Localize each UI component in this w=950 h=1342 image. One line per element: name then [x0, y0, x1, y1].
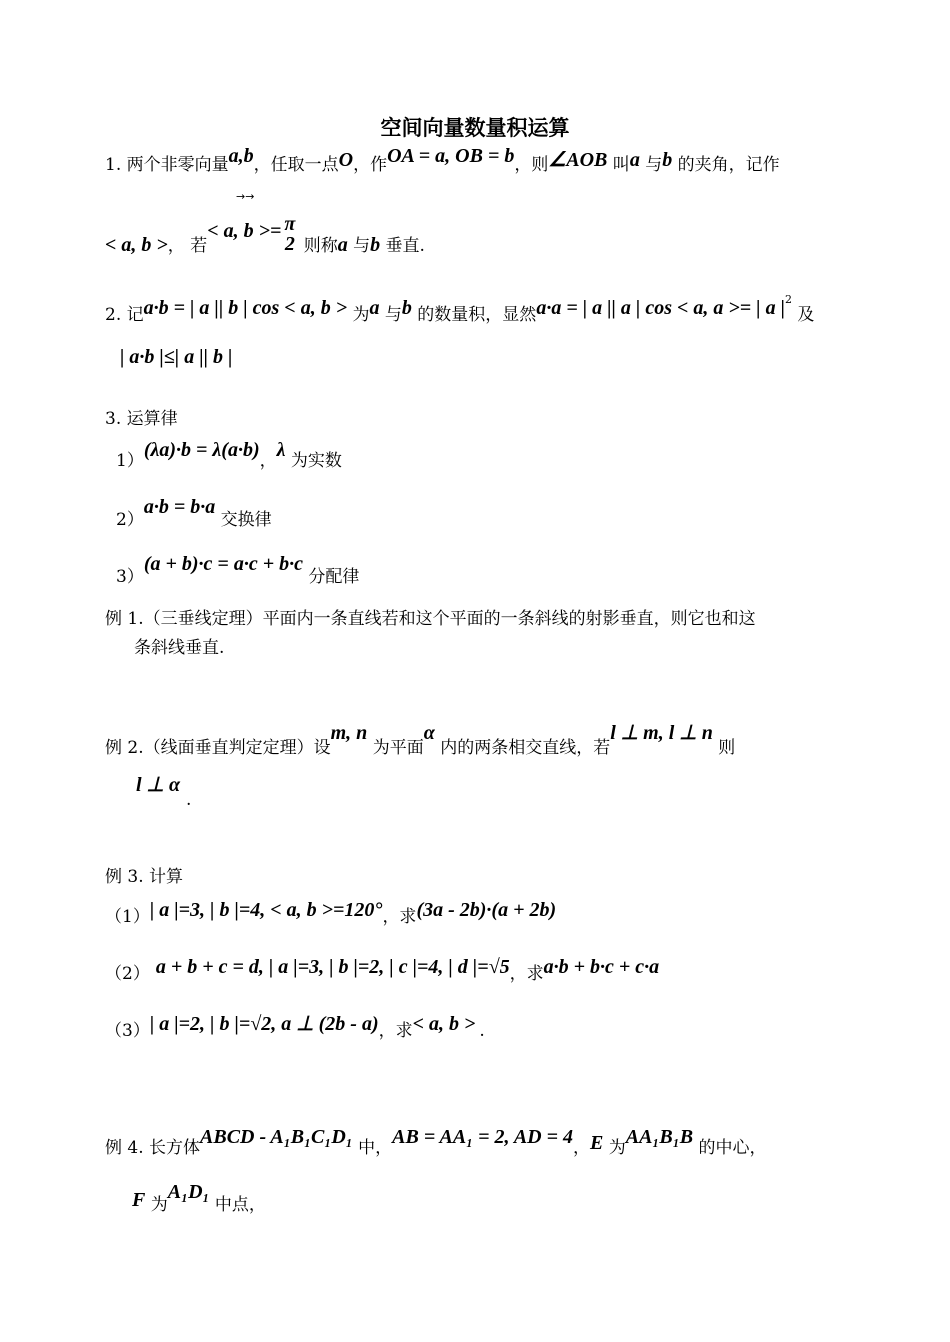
p2-square-exponent: 2 [784, 293, 792, 307]
p1-math-a: a [629, 149, 640, 171]
p1-math-oa-ob: OA = a, OB = b [387, 145, 515, 167]
fraction-numerator: π [284, 213, 296, 235]
paragraph-1-line-2 [105, 208, 950, 256]
example-3-head [105, 862, 950, 887]
p2-math-a: a [369, 297, 380, 319]
pi-over-2-fraction [284, 214, 295, 254]
p1-text-2: ，任取一点 [253, 155, 339, 175]
example-2-line-1 [105, 722, 950, 759]
rule-1-lambda: λ [276, 439, 286, 461]
example-1-line-2 [134, 633, 950, 658]
rule-3-number: 3） [116, 567, 144, 587]
ex2-text-1: 例 2.（线面垂直判定定理）设 [105, 738, 331, 758]
q3-period: . [479, 1021, 485, 1041]
paragraph-2-line-1 [105, 293, 950, 326]
page-title: 空间向量数量积运算 [380, 116, 570, 140]
ex4-text-2: 中， [352, 1138, 393, 1158]
example-3-q3 [105, 1010, 950, 1041]
rule-2-math: a·b = b·a [143, 496, 216, 518]
p2-text-1: 记 [126, 305, 144, 325]
ex2-text-3: 内的两条相交直线，若 [434, 738, 611, 758]
ex2-math-l-perp-alpha: l ⊥ α [136, 774, 181, 796]
ex2-text-2: 为平面 [367, 738, 424, 758]
rule-1 [116, 439, 950, 471]
p2-math-dot-product: a·b = | a || b | cos < a, b > [143, 297, 348, 319]
ex2-math-perp: l ⊥ m, l ⊥ n [610, 722, 713, 744]
q3-text: ，求 [378, 1021, 413, 1041]
p3-heading: 3. 运算律 [105, 409, 178, 429]
example-4-line-2 [132, 1181, 950, 1216]
q2-number: （2） [105, 964, 150, 984]
q3-math-find: < a, b > [412, 1013, 476, 1035]
p2-text-3: 与 [379, 305, 402, 325]
p1-l2-math-b: b [370, 233, 381, 256]
paragraph-1-line-1 [105, 145, 950, 176]
p1-l2-text-3: 与 [347, 235, 371, 256]
ex1-text-2: 条斜线垂直. [134, 638, 225, 658]
q2-text: ，求 [509, 964, 544, 984]
rule-1-math: (λa)·b = λ(a·b) [143, 439, 260, 461]
p1-math-o: O [338, 149, 354, 171]
p2-text-4: 的数量积，显然 [411, 305, 537, 325]
p1-l2-math-a: a [337, 233, 348, 256]
ex4-math-face: AA₁B₁B [625, 1126, 694, 1148]
rule-1-text: 为实数 [285, 451, 342, 471]
q2-math-find: a·b + b·c + c·a [543, 956, 660, 978]
example-2-line-2 [136, 772, 950, 810]
q1-math-find: (3a - 2b)·(a + 2b) [416, 899, 557, 921]
ex4-l2-text-1: 为 [145, 1195, 168, 1215]
paragraph-3-head [105, 404, 950, 429]
p2-text-5: 及 [791, 305, 815, 325]
p1-math-angle: ∠AOB [548, 149, 608, 171]
example-4-line-1 [105, 1126, 950, 1159]
p2-math-aa: a·a = | a || a | cos < a, a >= | a | [536, 297, 785, 319]
p1-l2-text-4: 垂直. [380, 235, 425, 256]
ex4-text-1: 例 4. 长方体 [105, 1138, 201, 1158]
ex3-heading: 例 3. 计算 [105, 867, 184, 887]
q1-math-given: | a |=3, | b |=4, < a, b >=120° [149, 899, 383, 921]
p1-number: 1. [105, 155, 127, 175]
p2-number: 2. [105, 305, 127, 325]
example-3-q2 [105, 953, 950, 984]
p1-math-ab: a,b [228, 145, 254, 167]
rule-2-number: 2） [116, 510, 144, 530]
ex4-text-5: 的中心， [693, 1138, 767, 1158]
ex2-period: . [186, 790, 192, 810]
p1-text-1: 两个非零向量 [126, 155, 229, 175]
ex4-math-lengths: AB = AA₁ = 2, AD = 4 [392, 1126, 573, 1148]
ex4-math-e: E [590, 1132, 604, 1154]
ex4-math-cuboid: ABCD - A₁B₁C₁D₁ [200, 1126, 353, 1148]
p1-text-3: ，作 [353, 155, 388, 175]
paragraph-2-line-2 [120, 346, 950, 369]
example-1-line-1 [105, 604, 950, 629]
p1-text-6: 与 [639, 155, 663, 175]
q1-number: （1） [105, 907, 150, 927]
p1-text-7: 的夹角，记作 [672, 155, 780, 175]
p1-math-b: b [662, 149, 673, 171]
ex4-l2-text-2: 中点， [209, 1195, 266, 1215]
vector-arrows: →→ [236, 190, 255, 203]
p2-math-b: b [401, 297, 412, 319]
p1-l2-text-1: ， 若 [167, 235, 208, 256]
q3-number: （3） [105, 1021, 150, 1041]
ex4-math-a1d1: A₁D₁ [167, 1181, 210, 1203]
p2-text-2: 为 [347, 305, 370, 325]
q1-text: ，求 [382, 907, 417, 927]
ex4-text-4: 为 [603, 1138, 626, 1158]
rule-1-number: 1） [116, 451, 144, 471]
rule-3-math: (a + b)·c = a·c + b·c [143, 553, 303, 575]
p2-math-cauchy-schwarz: | a·b |≤| a || b | [120, 346, 233, 368]
rule-1-comma: ， [259, 451, 277, 471]
p1-math-angle-eq: < a, b >= [207, 219, 282, 242]
q2-math-given: a + b + c = d, | a |=3, | b |=2, | c |=4, | d |=√5 [155, 956, 510, 978]
fraction-denominator: 2 [284, 233, 295, 255]
p1-text-5: 叫 [607, 155, 630, 175]
rule-3 [116, 553, 950, 587]
q3-math-given: | a |=2, | b |=√2, a ⊥ (2b - a) [149, 1013, 379, 1035]
ex4-text-3: ， [573, 1138, 590, 1158]
example-3-q1 [105, 896, 950, 927]
rule-2 [116, 496, 950, 530]
rule-2-text: 交换律 [215, 510, 272, 530]
rule-3-text: 分配律 [302, 567, 360, 587]
ex4-math-f: F [132, 1189, 146, 1211]
ex1-text-1: 例 1.（三垂线定理）平面内一条直线若和这个平面的一条斜线的射影垂直，则它也和这 [105, 609, 756, 629]
ex2-math-mn: m, n [330, 722, 368, 744]
ex2-text-4: 则 [712, 738, 736, 758]
p1-math-angle-ab: < a, b > [105, 233, 168, 256]
p1-text-4: ，则 [514, 155, 549, 175]
p1-l2-text-2: 则称 [298, 235, 338, 256]
ex2-math-alpha: α [423, 722, 435, 744]
